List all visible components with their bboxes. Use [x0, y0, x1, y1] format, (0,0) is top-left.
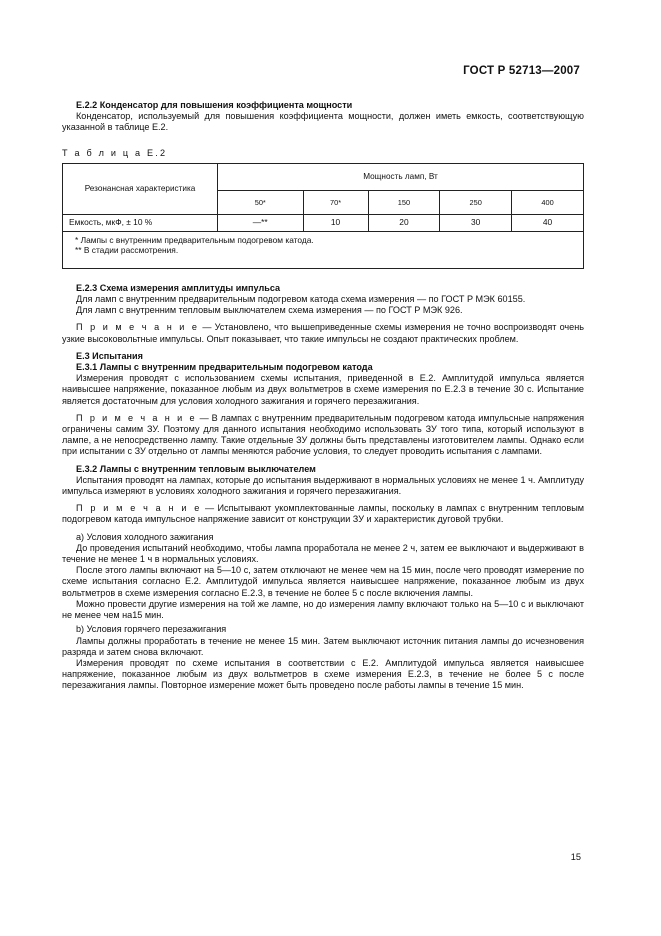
section-e23-note [62, 322, 584, 344]
note-label: П р и м е ч а н и е [76, 412, 197, 423]
table-cell: 10 [303, 214, 368, 231]
table-power-value: 250 [440, 191, 512, 214]
table-cell: 40 [512, 214, 584, 231]
page-content [62, 97, 584, 692]
section-e31-note [62, 413, 584, 458]
capacitance-table [62, 163, 584, 269]
table-header-characteristic: Резонансная характеристика [63, 163, 218, 214]
section-e31-heading: Е.3.1 Лампы с внутренним предварительным подогревом катода [76, 362, 373, 373]
section-e32-text: Испытания проводят на лампах, которые до испытания выдерживают в нормальных условиях не менее 1 ч. Амплитуду импульса измеряют в условиях холодного зажигания и горячего перезажигания. [62, 474, 584, 497]
table-caption: Т а б л и ц а Е.2 [62, 147, 168, 158]
cold-start-paragraph: Можно провести другие измерения на той же лампе, но до измерения лампу включают только на 5—10 с и выключают не менее чем на15 мин. [62, 598, 584, 621]
table-header-power: Мощность ламп, Вт [218, 163, 584, 191]
section-e31-text: Измерения проводят с использованием схемы испытания, приведенной в Е.2. Амплитудой импульса является наивысшее напряжение, показанное любым из двух вольтметров в схеме измерения по Е.2.3 в течение 30 с. Испытание является достаточным для условия холодного зажигания и горячего перезажигания. [62, 373, 584, 406]
section-e32-heading: Е.3.2 Лампы с внутренним тепловым выключателем [76, 463, 316, 474]
cold-start-paragraph: До проведения испытаний необходимо, чтобы лампа проработала не менее 2 ч, затем ее выключают и выдерживают в течение не менее 1 ч в нормальных условиях. [62, 542, 584, 565]
cold-start-paragraph: После этого лампы включают на 5—10 с, затем отключают не менее чем на 15 мин, после чего проводят измерение по схеме испытания согласно Е.2. Амплитудой импульса является наивысшее напряжение, показанное любым из двух вольтметров в схеме измерения согласно Е.2.3, в течение не более 5 с после включения лампы. [62, 565, 584, 598]
hot-restart-heading: b) Условия горячего перезажигания [76, 624, 227, 635]
table-power-value: 70* [303, 191, 368, 214]
table-cell: —** [218, 214, 304, 231]
table-notes [63, 231, 584, 268]
page-number: 15 [570, 852, 581, 862]
table-power-value: 150 [368, 191, 440, 214]
cold-start-heading: a) Условия холодного зажигания [76, 531, 214, 542]
section-e32-note [62, 503, 584, 525]
table-row [63, 214, 584, 231]
table-power-value: 50* [218, 191, 304, 214]
section-e22-text: Конденсатор, используемый для повышения коэффициента мощности, должен иметь емкость, соответствующую указанной в таблице Е.2. [62, 111, 584, 133]
hot-restart-paragraph: Измерения проводят по схеме испытания в соответствии с Е.2. Амплитудой импульса является наивысшее напряжение, показанное любым из двух вольтметров в схеме измерения Е.2.3, в течение не более 5 с после перезажигания лампы. Повторное измерение может быть проведено после работы лампы в течение 15 мин. [62, 657, 584, 691]
note-text: — В лампах с внутренним предварительным подогревом катода импульсные напряжения ограничены самим ЗУ. Поэтому для данного испытания необходимо использовать ЗУ того типа, который используют в лампе, а не непосредственно лампу. Такие отдельные ЗУ должны быть представлены изготовителем лампы. Однако если при испытании с ЗУ отдельно от лампы меняются рабочие условия, то следует проводить испытания с лампами. [62, 412, 584, 457]
table-footnote: ** В стадии рассмотрения. [75, 245, 179, 256]
table-cell: 30 [440, 214, 512, 231]
section-e23-heading: Е.2.3 Схема измерения амплитуды импульса [76, 282, 281, 293]
section-e23-line1: Для ламп с внутренним предварительным подогревом катода схема измерения — по ГОСТ Р МЭК 60155. [76, 294, 526, 305]
note-text: — Установлено, что вышеприведенные схемы измерения не точно воспроизводят очень узкие высоковольтные импульсы. Опыт показывает, что такие импульсы не создают практических проблем. [62, 322, 584, 344]
table-row-label: Емкость, мкФ, ± 10 % [63, 214, 218, 231]
table-cell: 20 [368, 214, 440, 231]
note-label: П р и м е ч а н и е [76, 503, 202, 514]
section-e22-heading: Е.2.2 Конденсатор для повышения коэффициента мощности [76, 100, 353, 110]
document-code: ГОСТ Р 52713—2007 [463, 65, 580, 77]
section-e3-heading: Е.3 Испытания [76, 350, 143, 361]
table-footnote: * Лампы с внутренним предварительным подогревом катода. [75, 234, 314, 245]
table-power-value: 400 [512, 191, 584, 214]
section-e23-line2: Для ламп с внутренним тепловым выключателем схема измерения — по ГОСТ Р МЭК 926. [76, 305, 463, 316]
note-label: П р и м е ч а н и е [76, 322, 200, 333]
hot-restart-paragraph: Лампы должны проработать в течение не менее 15 мин. Затем выключают источник питания лампы до исчезновения разряда и затем снова включают. [62, 635, 584, 657]
note-text: — Испытывают укомплектованные лампы, поскольку в лампах с внутренним тепловым подогревом катода импульсное напряжение зависит от конструкции ЗУ и характеристик дуговой трубки. [62, 503, 584, 525]
